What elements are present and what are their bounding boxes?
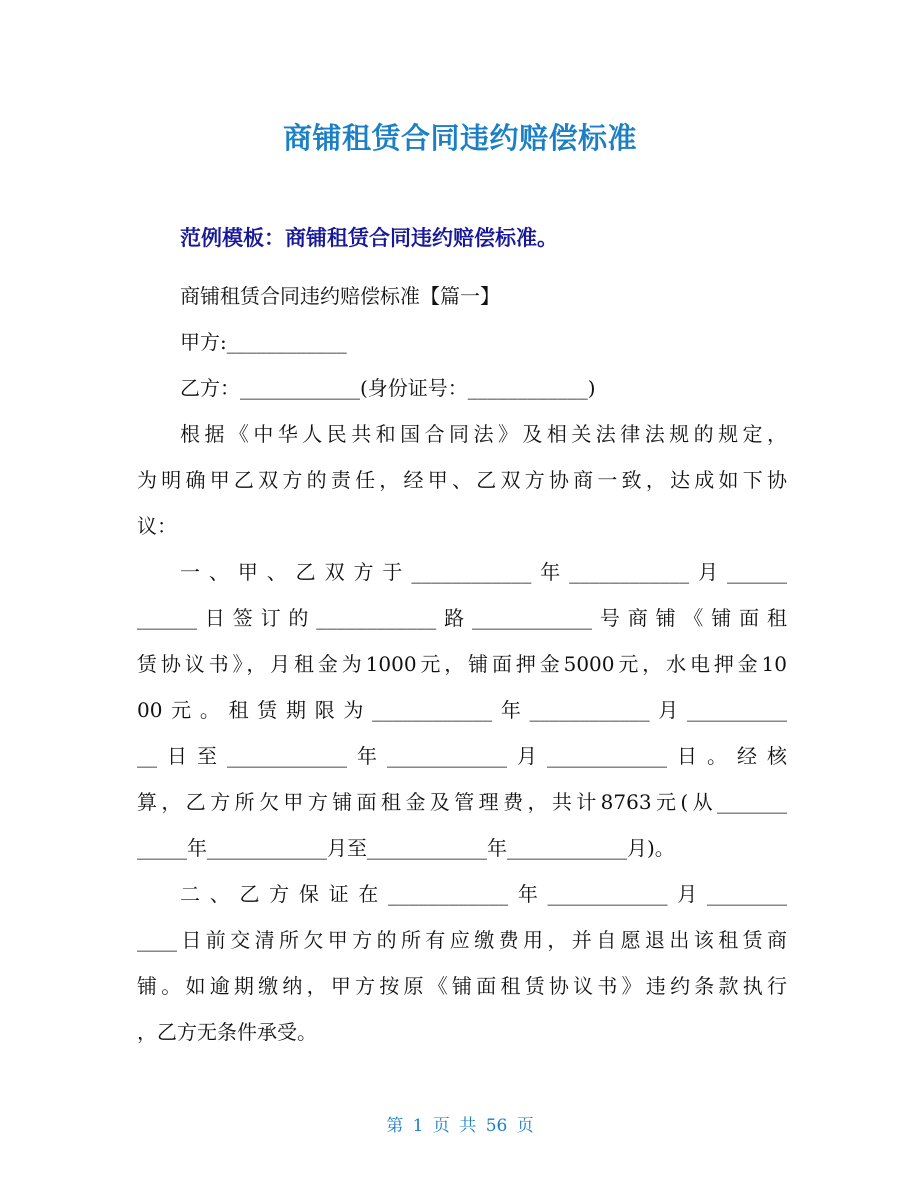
- document-subtitle: 范例模板：商铺租赁合同违约赔偿标准。: [180, 226, 558, 250]
- body-line: 根据《中华人民共和国合同法》及相关法律法规的规定，: [180, 422, 787, 446]
- page-number: 第 1 页 共 56 页: [386, 1116, 534, 1136]
- section-heading: 商铺租赁合同违约赔偿标准【篇一】: [180, 284, 500, 308]
- clause-one-line: _____年____________月至____________年____________月)。: [137, 836, 675, 860]
- body-line: 为明确甲乙双方的责任，经甲、乙双方协商一致，达成如下协: [137, 468, 787, 492]
- body-line: 议：: [137, 514, 177, 538]
- clause-one-line: __日至____________年____________月____________日。经核: [137, 744, 787, 768]
- clause-two-line: ____日前交清所欠甲方的所有应缴费用，并自愿退出该租赁商: [137, 928, 787, 952]
- clause-two-line: 二、乙方保证在____________年____________月________: [180, 882, 787, 906]
- clause-one-line: ______日签订的____________路____________号商铺《铺面租: [137, 606, 787, 630]
- clause-two-line: ，乙方无条件承受。: [137, 1020, 317, 1044]
- clause-one-line: 00元。租赁期限为____________年____________月__________: [137, 698, 787, 722]
- clause-two-line: 铺。如逾期缴纳，甲方按原《铺面租赁协议书》违约条款执行: [137, 974, 787, 998]
- clause-one-line: 一、甲、乙双方于____________年____________月______: [180, 560, 787, 584]
- clause-one-line: 算，乙方所欠甲方铺面租金及管理费，共计8763元(从_______: [137, 790, 787, 814]
- party-a-line: 甲方:____________: [180, 330, 347, 354]
- clause-one-line: 赁协议书》，月租金为1000元，铺面押金5000元，水电押金10: [137, 652, 787, 676]
- party-b-line: 乙方：____________(身份证号：____________): [180, 376, 596, 400]
- document-title: 商铺租赁合同违约赔偿标准: [282, 121, 637, 155]
